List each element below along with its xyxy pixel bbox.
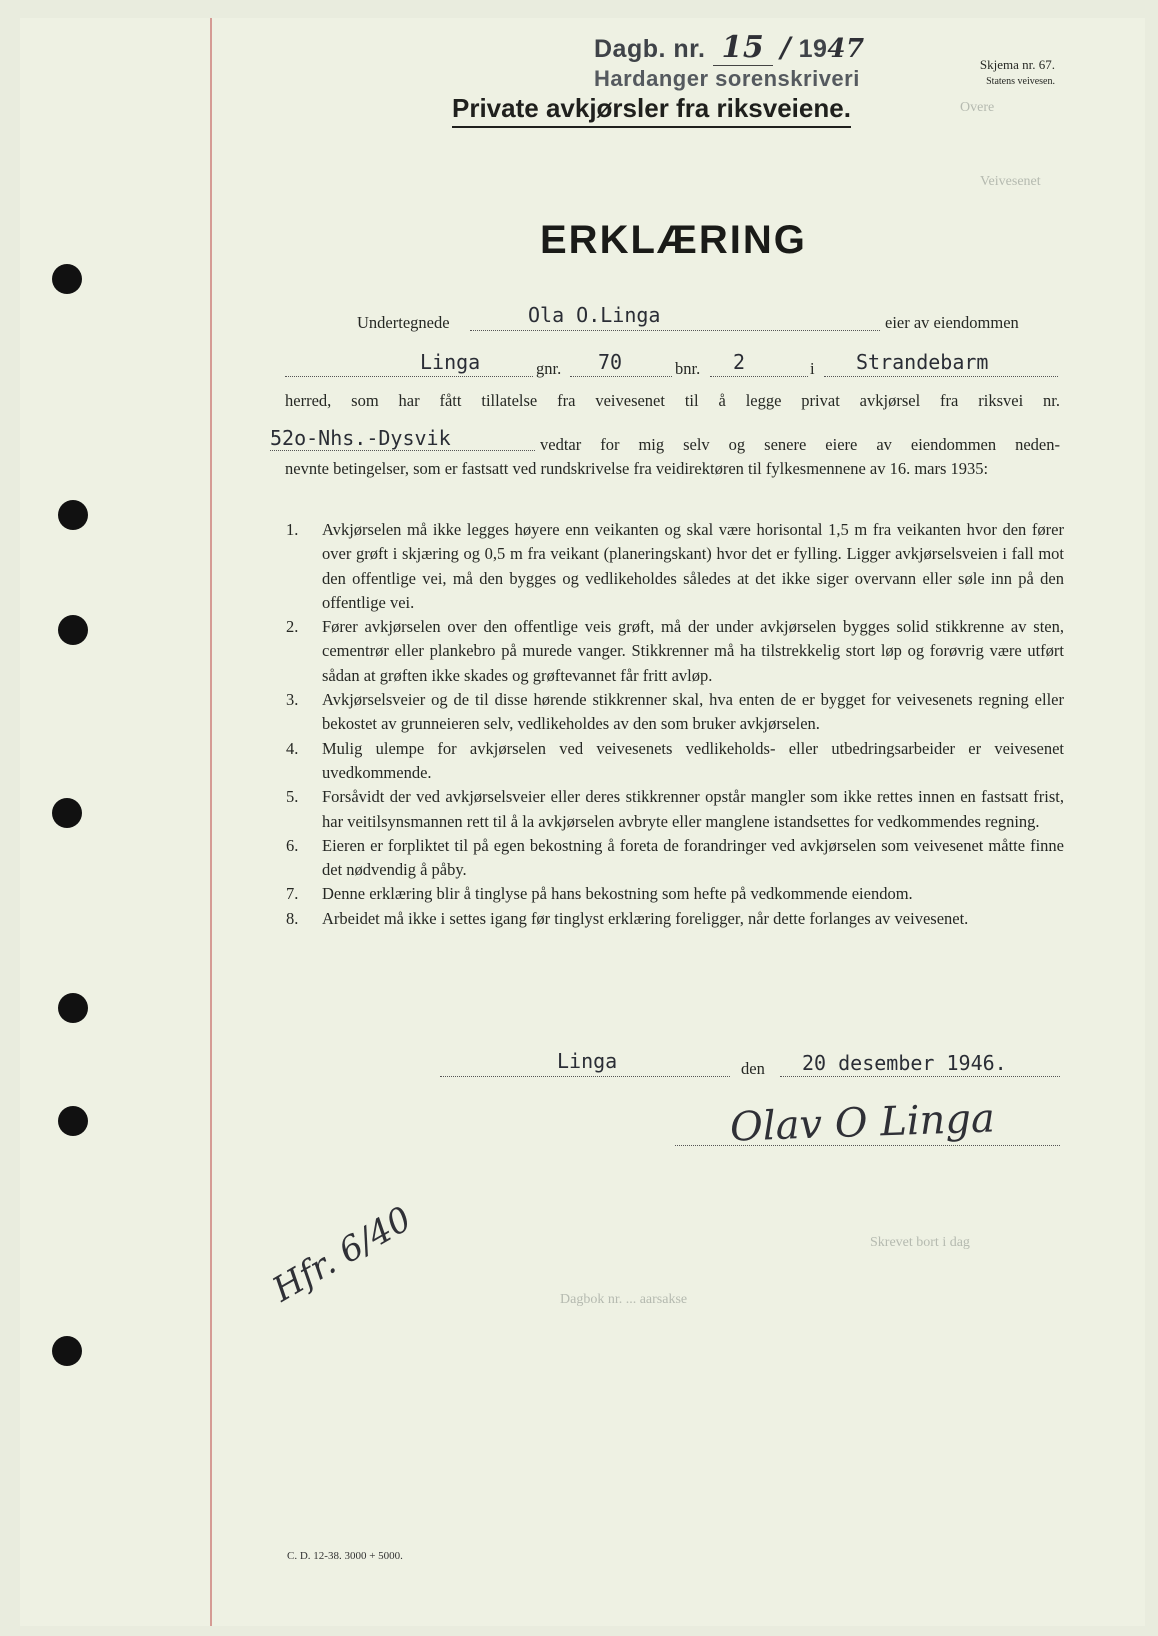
office-stamp: Hardanger sorenskriveri [594,66,860,91]
municipality-dotted-line [824,376,1058,377]
property-value: Linga [420,350,481,374]
punch-hole [52,264,82,294]
vedtar-text: vedtar for mig selv og senere eiere av eiendommen neden- [540,435,1060,454]
place-dotted-line [440,1076,730,1077]
condition-number: 7. [286,884,299,904]
den-label: den [741,1059,765,1078]
punch-hole [52,798,82,828]
road-dotted-line [270,450,535,451]
gnr-value: 70 [598,350,623,374]
punch-hole [58,615,88,645]
bleed-through-text: Skrevet bort i dag [870,1235,970,1250]
condition-number: 6. [286,835,299,855]
punch-hole [58,500,88,530]
condition-text: Avkjørselsveier og de til disse hørende stikkrenner skal, hva enten de er bygget for veivesenets regning eller bekostet av grunneieren selv, vedlikeholdes av den som bruker avkjørselen. [322,690,1064,734]
property-dotted-line [285,376,533,377]
dagb-label: Dagb. nr. [594,35,706,63]
bleed-through-text: Veivesenet [980,174,1041,189]
condition-item [286,688,1064,737]
gnr-label: gnr. [536,359,562,378]
bnr-value: 2 [733,350,746,374]
undertegnede-value: Ola O.Linga [528,303,661,327]
schema-number [930,56,1055,90]
road-value: 52o-Nhs.-Dysvik [270,426,451,450]
signature-place: Linga [557,1049,618,1073]
municipality-value: Strandebarm [856,350,989,374]
conditions-intro: nevnte betingelser, som er fastsatt ved rundskrivelse fra veidirektøren til fylkesmennene av 16. mars 1935: [285,459,989,478]
punch-hole [58,993,88,1023]
bleed-through-text: Overe [960,100,995,115]
condition-item [286,518,1064,615]
bnr-label: bnr. [675,359,701,378]
condition-item [286,907,1064,931]
dagb-stamp [594,30,865,66]
bleed-through-text: Dagbok nr. ... aarsakse [560,1292,688,1307]
schema-sub: Statens veivesen. [986,76,1055,87]
handwritten-annotation: Hfr. 6/40 [266,1198,419,1310]
dagb-year-suffix: 47 [827,34,865,64]
document-heading: ERKLÆRING [540,218,807,262]
bnr-dotted-line [710,376,808,377]
condition-number: 5. [286,787,299,807]
condition-item [286,834,1064,883]
undertegnede-dotted-line [470,330,880,331]
condition-text: Arbeidet må ikke i settes igang før tinglyst erklæring foreligger, når dette forlanges av veivesenet. [322,908,969,928]
dagb-separator: / [780,31,792,64]
handwritten-signature: Olav O Linga [729,1095,996,1151]
condition-text: Fører avkjørselen over den offentlige veis grøft, må der under avkjørselen bygges solid stikkrenne av sten, cementrør eller plankebro på murede vanger. Stikkrenner må ha tilstrekkelig stort løp og forøvrig være utført sådan at grøften ikke skades og grøftevannet får fritt avløp. [322,617,1064,685]
condition-item [286,882,1064,906]
margin-line [210,18,212,1626]
date-dotted-line [780,1076,1060,1077]
eier-label: eier av eiendommen [885,313,1019,332]
condition-text: Eieren er forpliktet til på egen bekostning å foreta de forandringer ved avkjørselen som veivesenet måtte finne det nødvendig å påby. [322,835,1064,880]
conditions-list [286,518,1064,931]
punch-hole [58,1106,88,1136]
condition-text: Mulig ulempe for avkjørselen ved veivesenets vedlikeholds- eller utbedringsarbeider er veivesenet uvedkommende. [322,738,1064,782]
condition-text: Forsåvidt der ved avkjørselsveier eller deres stikkrenner opstår mangler som ikke rettes innen en fastsatt frist, har veitilsynsmannen rett til å la avkjørselen avbryte eller manglene istandsettes for vedkommendes regning. [322,787,1064,831]
print-code: C. D. 12-38. 3000 + 5000. [287,1550,403,1562]
i-label: i [810,359,815,378]
condition-number: 4. [286,738,299,758]
punch-hole [52,1336,82,1366]
schema-label: Skjema nr. 67. [979,57,1055,72]
dagb-year-prefix: 19 [798,35,828,63]
gnr-dotted-line [570,376,672,377]
condition-number: 3. [286,690,299,710]
condition-number: 2. [286,617,299,637]
condition-number: 8. [286,908,299,928]
signature-date: 20 desember 1946. [802,1051,1007,1075]
condition-item [286,737,1064,786]
condition-item [286,785,1064,834]
herred-text: herred, som har fått tillatelse fra veivesenet til å legge privat avkjørsel fra riksvei nr. [285,391,1060,410]
condition-text: Avkjørselen må ikke legges høyere enn veikanten og skal være horisontal 1,5 m fra veikanten hvor den fører over grøft i skjæring og 0,5 m fra veikant (planeringskant) hvor det er fylling. Ligger avkjørselsveien i fall mot den offentlige vei, må den bygges og vedlikeholdes således at det ikke siger overvann eller søle inn på den offentlige vei. [322,520,1064,612]
dagb-number: 15 [713,30,773,66]
condition-item [286,615,1064,688]
form-title: Private avkjørsler fra riksveiene. [452,93,851,128]
undertegnede-label: Undertegnede [357,313,450,332]
condition-number: 1. [286,520,299,539]
condition-text: Denne erklæring blir å tinglyse på hans bekostning som hefte på vedkommende eiendom. [322,884,913,904]
